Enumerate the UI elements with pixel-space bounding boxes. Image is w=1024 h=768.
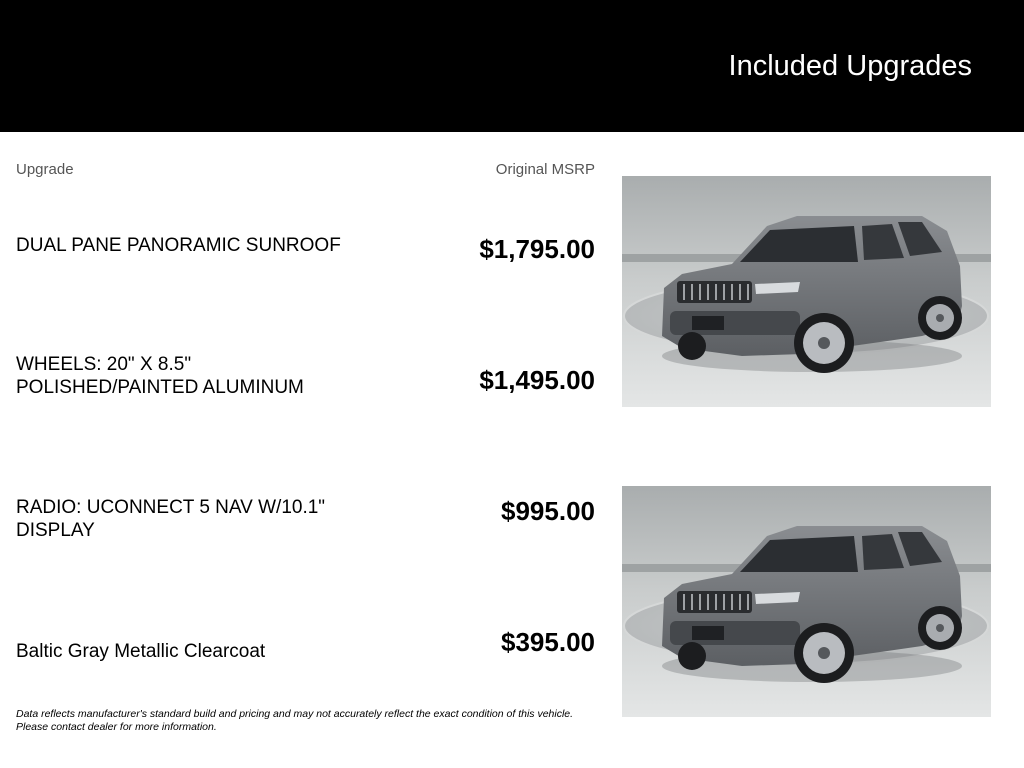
page-header (0, 0, 1024, 132)
upgrade-name: Baltic Gray Metallic Clearcoat (16, 641, 266, 662)
upgrade-price: $1,795.00 (479, 234, 595, 264)
upgrade-column-header: Upgrade (16, 161, 74, 178)
upgrade-price: $395.00 (501, 627, 595, 657)
upgrade-price: $1,495.00 (479, 365, 595, 395)
upgrade-name: WHEELS: 20" X 8.5" POLISHED/PAINTED ALUMINUM (16, 354, 304, 398)
page-title: Included Upgrades (728, 50, 972, 82)
msrp-column-header: Original MSRP (495, 161, 595, 178)
vehicle-photo (622, 486, 991, 717)
disclaimer-text: Data reflects manufacturer's standard build and pricing and may not accurately reflect the exact condition of this vehicle. Please contact dealer for more information. (16, 708, 574, 733)
upgrade-price: $995.00 (501, 496, 595, 526)
upgrade-name: DUAL PANE PANORAMIC SUNROOF (16, 235, 341, 256)
upgrade-name: RADIO: UCONNECT 5 NAV W/10.1" DISPLAY (16, 497, 326, 541)
vehicle-photo (622, 176, 991, 407)
